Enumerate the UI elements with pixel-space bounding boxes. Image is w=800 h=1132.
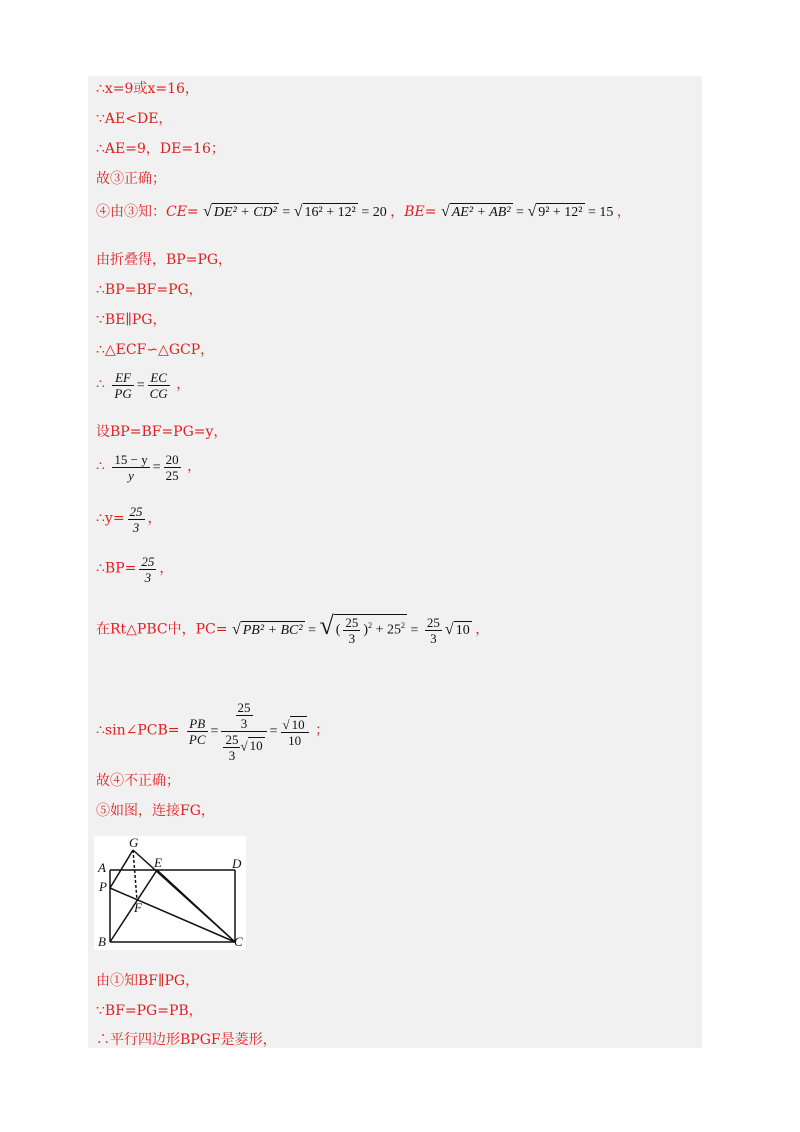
pc-res-num: 25 (426, 615, 440, 630)
line-3: ∴AE=9，DE=16； (96, 141, 225, 157)
be-result: = 15 (588, 205, 614, 220)
sin-res-sqrt: 10 (291, 716, 305, 732)
line-4: 故③正确； (96, 171, 166, 187)
label-F: F (134, 900, 142, 915)
bp-value (136, 554, 159, 585)
therefore-symbol-2: ∴ (96, 458, 105, 475)
frac-25: 25 (165, 468, 179, 483)
line-18: ⑤如图，连接FG， (96, 803, 215, 819)
y-equation: $\frac{15 - y}{y}$ = $\frac{20}{25}$ (114, 452, 179, 483)
sin-bot-num: 25 (225, 732, 239, 747)
line-21: ∴平行四边形BPGF是菱形， (96, 1032, 277, 1048)
geometry-figure (94, 836, 246, 950)
label-E: E (154, 855, 162, 870)
y-den: 3 (132, 520, 140, 535)
line-12: ∴ $\frac{15 - y}{y}$ = $\frac{20}{25}$ ， (96, 452, 202, 483)
line-14: ∴BP= $\frac{25}{3}$ ， (96, 554, 174, 585)
line-1: ∴x=9或x=16， (96, 81, 199, 97)
label-B: B (98, 934, 106, 949)
sin-bot-den: 3 (228, 748, 236, 763)
line-8: ∵BE∥PG， (96, 312, 167, 328)
pc-res-den: 3 (430, 631, 437, 646)
ce-label: CE= (166, 204, 199, 220)
be-label: BE= (404, 204, 437, 220)
frac-y: y (128, 468, 134, 483)
sin-res-den: 10 (288, 732, 302, 748)
frac-cg: CG (149, 386, 168, 401)
line-16: ∴sin∠PCB= $\frac{PB}{PC}$ = $\frac{25}{3}$ $\frac{25}{3}$ √ 10 = $\frac{√ 10}{10}$ ； (96, 700, 330, 763)
ratio-equation: $\frac{EF}{PG}$ = $\frac{EC}{CG}$ (114, 370, 168, 401)
line-15: 在Rt△PBC中，PC= √ PB² + BC² = √ ( $\frac{25}{3}$ )$^2 + 25^2$ = $\frac{25}{3}$ √ 10 ， (96, 610, 490, 646)
be-formula: √ AE² + AB² = √ 9² + 12² = 15 (440, 203, 614, 220)
label-D: D (232, 856, 242, 871)
y-value (125, 504, 148, 535)
pc-inner-num: 25 (345, 615, 359, 630)
line-17: 故④不正确； (96, 773, 180, 789)
line-14-prefix: ∴BP= (96, 560, 137, 577)
line-20: ∵BF=PG=PB， (96, 1003, 203, 1019)
be-sqrt-2: 9² + 12² (538, 205, 583, 220)
pc-res-sqrt: 10 (455, 622, 470, 638)
line-19: 由①知BF∥PG， (96, 973, 200, 989)
line-7: ∴BP=BF=PG， (96, 282, 203, 298)
ce-formula: √ DE² + CD² = √ 16² + 12² = 20 (203, 203, 387, 220)
therefore-symbol: ∴ (96, 376, 105, 393)
frac-ec: EC (148, 370, 170, 386)
pc-sqrt-2: ( $\frac{25}{3}$ )$^2 + 25^2$ (335, 615, 405, 646)
frac-20: 20 (165, 452, 179, 467)
line-13-prefix: ∴y= (96, 510, 125, 527)
line-2: ∵AE<DE， (96, 111, 173, 127)
sin-pb: PB (187, 716, 208, 732)
label-A: A (98, 860, 106, 875)
be-sqrt-1: AE² + AB² (451, 205, 511, 220)
sin-bot-sqrt: 10 (249, 738, 263, 754)
ce-sqrt-2: 16² + 12² (304, 205, 356, 220)
line-6: 由折叠得，BP=PG， (96, 252, 233, 268)
ce-result: = 20 (361, 205, 387, 220)
line-5-prefix: ④由③知： (96, 204, 166, 220)
line-5: ④由③知：CE= √ DE² + CD² = √ 16² + 12² = 20 ，BE= √ AE² + AB² = √ 9² + 12² = 15 ， (96, 203, 631, 220)
sin-top-den: 3 (240, 716, 248, 731)
line-9: ∴△ECF∽△GCP， (96, 342, 215, 358)
pc-formula: √ PB² + BC² = √ ( $\frac{25}{3}$ )$^2 + 25^2$ = $\frac{25}{3}$ √ 10 (231, 610, 470, 646)
sin-top-num: 25 (237, 700, 251, 715)
bp-den: 3 (144, 570, 152, 585)
label-G: G (129, 836, 139, 850)
line-11: 设BP=BF=PG=y， (96, 424, 228, 440)
pc-inner-den: 3 (348, 631, 356, 646)
pc-sqrt-1: PB² + BC² (242, 622, 303, 638)
label-P: P (99, 879, 107, 894)
line-16-prefix: ∴sin∠PCB= (96, 722, 180, 739)
bp-num: 25 (141, 554, 155, 569)
line-10: ∴ $\frac{EF}{PG}$ = $\frac{EC}{CG}$ ， (96, 370, 191, 401)
sin-pc: PC (188, 732, 206, 747)
line-13: ∴y= $\frac{25}{3}$ ， (96, 504, 162, 535)
frac-pg: PG (114, 386, 132, 401)
ce-sqrt-1: DE² + CD² (213, 205, 277, 220)
frac-15-y: 15 − y (114, 452, 148, 467)
sin-formula: $\frac{PB}{PC}$ = $\frac{25}{3}$ $\frac{25}{3}$ √ 10 = $\frac{√ 10}{10}$ (184, 724, 315, 739)
frac-ef: EF (112, 370, 133, 386)
line-15-prefix: 在Rt△PBC中，PC= (96, 621, 228, 638)
y-num: 25 (129, 504, 143, 519)
label-C: C (234, 934, 243, 949)
